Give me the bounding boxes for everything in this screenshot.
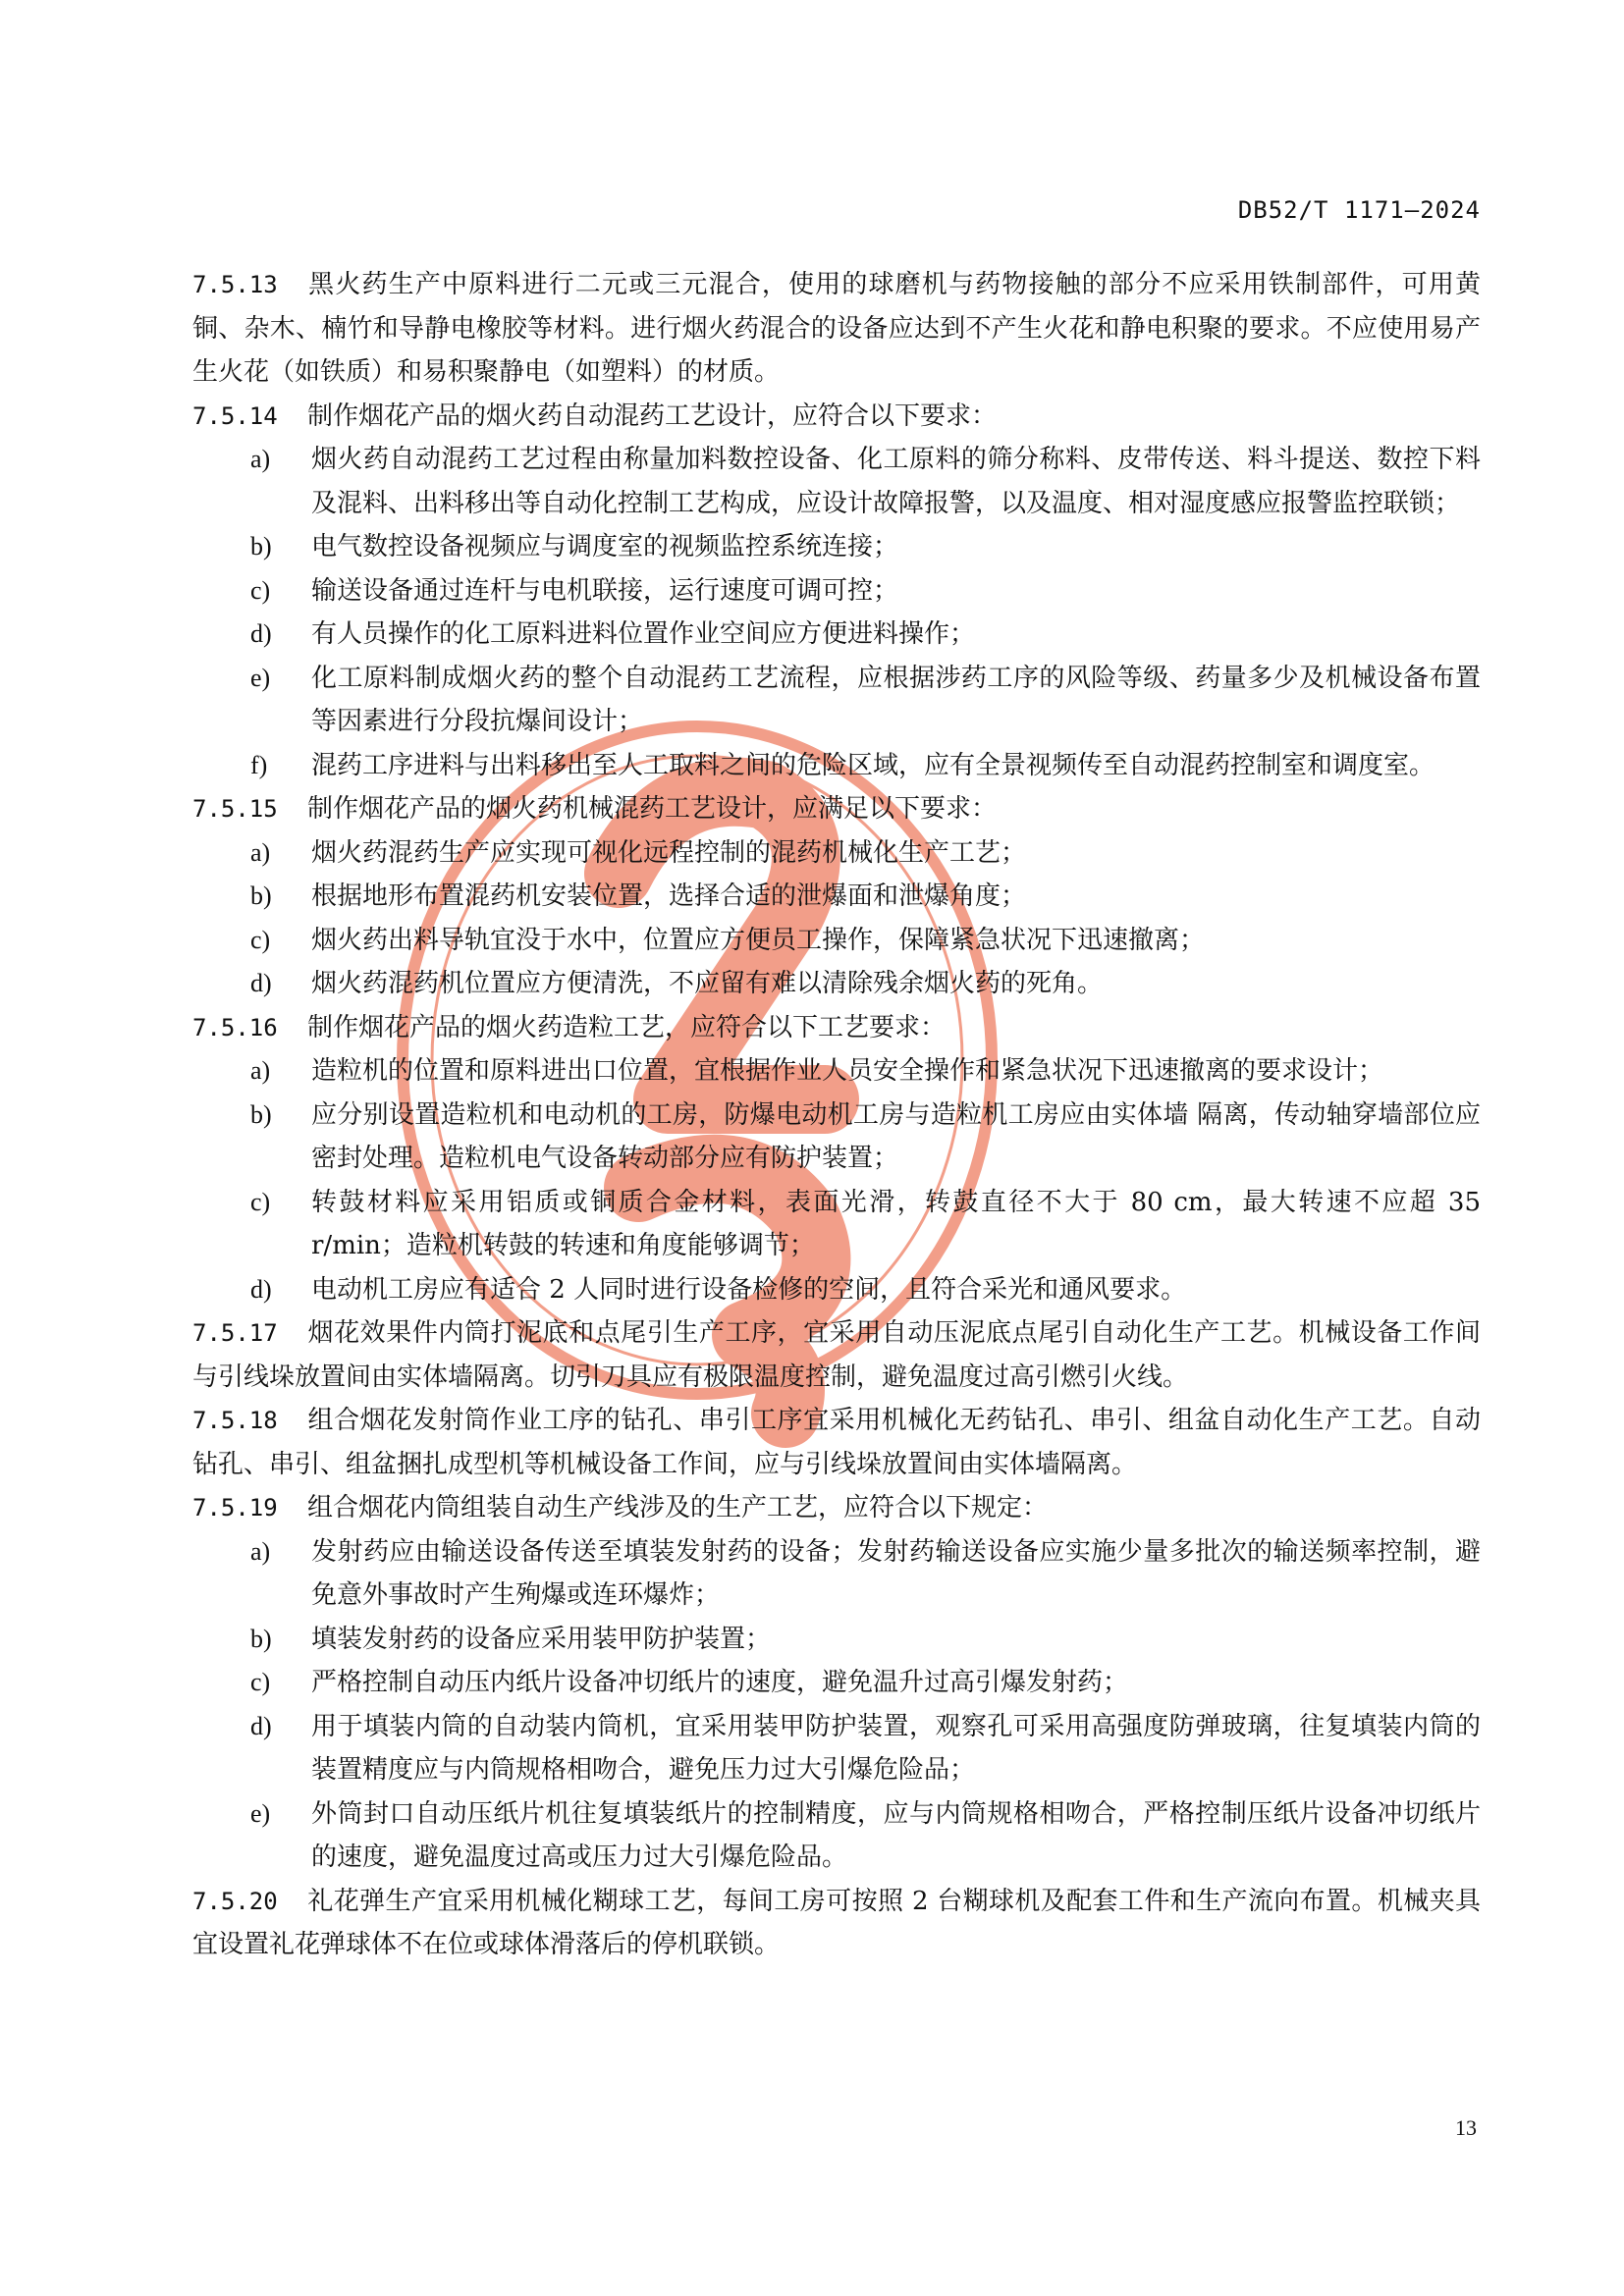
list-item: [192, 1094, 1481, 1181]
list-marker: a): [250, 1056, 271, 1085]
list-text: 烟火药混药生产应实现可视化远程控制的混药机械化生产工艺；: [311, 837, 1027, 868]
clause-7-5-20: [192, 1880, 1481, 1967]
clause-text: 制作烟花产品的烟火药自动混药工艺设计，应符合以下要求：: [307, 400, 998, 431]
clause-text: 制作烟花产品的烟火药机械混药工艺设计，应满足以下要求：: [307, 794, 998, 824]
document-body: [192, 263, 1481, 1967]
clause-number: 7.5.14: [192, 401, 278, 430]
clause-text: 黑火药生产中原料进行二元或三元混合，使用的球磨机与药物接触的部分不应采用铁制部件，可用黄铜、杂木、楠竹和导静电橡胶等材料。进行烟火药混合的设备应达到不产生火花和静电积聚的要求。不应使用易产生火花（如铁质）和易积聚静电（如塑料）的材质。: [192, 270, 1481, 387]
clause-text: 制作烟花产品的烟火药造粒工艺，应符合以下工艺要求：: [307, 1012, 947, 1042]
list-item: [192, 657, 1481, 744]
list-item: [192, 438, 1481, 525]
list-item: [192, 1530, 1481, 1618]
clause-number: 7.5.13: [192, 271, 278, 298]
list-text: 用于填装内筒的自动装内筒机，宜采用装甲防护装置，观察孔可采用高强度防弹玻璃，往复填装内筒的装置精度应与内筒规格相吻合，避免压力过大引爆危险品；: [311, 1711, 1481, 1785]
list-text: 烟火药出料导轨宜没于水中，位置应方便员工操作，保障紧急状况下迅速撤离；: [311, 925, 1206, 955]
clause-text: 组合烟花发射筒作业工序的钻孔、串引工序宜采用机械化无药钻孔、串引、组盆自动化生产工艺。自动钻孔、串引、组盆捆扎成型机等机械设备工作间，应与引线垛放置间由实体墙隔离。: [192, 1406, 1481, 1479]
list-marker: d): [250, 1711, 272, 1740]
list-text: 电气数控设备视频应与调度室的视频监控系统连接；: [311, 532, 899, 561]
clause-text: 烟花效果件内筒打泥底和点尾引生产工序，宜采用自动压泥底点尾引自动化生产工艺。机械设备工作间与引线垛放置间由实体墙隔离。切引刀具应有极限温度控制，避免温度过高引燃引火线。: [192, 1318, 1481, 1392]
clause-7-5-13: [192, 263, 1481, 395]
list-text: 填装发射药的设备应采用装甲防护装置；: [311, 1624, 772, 1654]
list-marker: c): [250, 925, 271, 954]
list-item: [192, 613, 1481, 657]
list-text: 烟火药混药机位置应方便清洗，不应留有难以清除残余烟火药的死角。: [311, 969, 1104, 998]
list-text: 输送设备通过连杆与电机联接，运行速度可调可控；: [311, 575, 899, 606]
clause-number: 7.5.17: [192, 1319, 278, 1347]
list-marker: b): [250, 1624, 272, 1653]
clause-7-5-16: [192, 1006, 1481, 1050]
list-marker: f): [250, 750, 268, 779]
list-item: [192, 1705, 1481, 1792]
list-text: 混药工序进料与出料移出至人工取料之间的危险区域，应有全景视频传至自动混药控制室和调度室。: [311, 750, 1435, 780]
list-item: [192, 1618, 1481, 1662]
list-text: 应分别设置造粒机和电动机的工房，防爆电动机工房与造粒机工房应由实体墙 隔离，传动轴穿墙部位应密封处理。造粒机电气设备转动部分应有防护装置；: [311, 1099, 1481, 1173]
clause-number: 7.5.15: [192, 795, 278, 823]
list-item: [192, 831, 1481, 876]
list-marker: a): [250, 1536, 271, 1566]
clause-text: 礼花弹生产宜采用机械化糊球工艺，每间工房可按照 2 台糊球机及配套工件和生产流向布置。机械夹具宜设置礼花弹球体不在位或球体滑落后的停机联锁。: [192, 1886, 1481, 1959]
list-text: 电动机工房应有适合 2 人同时进行设备检修的空间，且符合采光和通风要求。: [311, 1274, 1187, 1305]
list-item: [192, 1268, 1481, 1312]
list-marker: c): [250, 1668, 271, 1696]
list-text: 化工原料制成烟火药的整个自动混药工艺流程，应根据涉药工序的风险等级、药量多少及机械设备布置等因素进行分段抗爆间设计；: [311, 663, 1481, 736]
list-item: [192, 1181, 1481, 1268]
list-text: 烟火药自动混药工艺过程由称量加料数控设备、化工原料的筛分称料、皮带传送、料斗提送、数控下料及混料、出料移出等自动化控制工艺构成，应设计故障报警，以及温度、相对湿度感应报警监控联锁；: [311, 445, 1481, 518]
list-marker: b): [250, 881, 272, 910]
list-item: [192, 875, 1481, 919]
list-marker: e): [250, 1798, 271, 1828]
list-item: [192, 744, 1481, 788]
clause-number: 7.5.18: [192, 1407, 278, 1434]
list-text: 转鼓材料应采用铝质或铜质合金材料，表面光滑，转鼓直径不大于 80 cm，最大转速不应超 35 r/min；造粒机转鼓的转速和角度能够调节；: [311, 1187, 1481, 1260]
clause-7-5-18: [192, 1399, 1481, 1486]
list-marker: c): [250, 1187, 271, 1216]
list-marker: d): [250, 969, 272, 997]
list-marker: e): [250, 663, 271, 692]
clause-number: 7.5.20: [192, 1887, 278, 1915]
list-marker: a): [250, 445, 271, 473]
list-text: 严格控制自动压内纸片设备冲切纸片的速度，避免温升过高引爆发射药；: [311, 1668, 1129, 1697]
list-item: [192, 919, 1481, 963]
clause-7-5-17: [192, 1311, 1481, 1399]
clause-7-5-19: [192, 1486, 1481, 1530]
list-item: [192, 962, 1481, 1006]
list-item: [192, 569, 1481, 614]
list-text: 有人员操作的化工原料进料位置作业空间应方便进料操作；: [311, 619, 976, 649]
list-marker: d): [250, 619, 272, 648]
list-item: [192, 1049, 1481, 1094]
list-item: [192, 1661, 1481, 1705]
list-marker: d): [250, 1274, 272, 1304]
page-number: 13: [1455, 2115, 1477, 2140]
list-item: [192, 1792, 1481, 1880]
list-text: 根据地形布置混药机安装位置，选择合适的泄爆面和泄爆角度；: [311, 881, 1027, 911]
list-marker: a): [250, 837, 271, 867]
list-marker: b): [250, 532, 272, 561]
list-item: [192, 525, 1481, 569]
clause-7-5-14: [192, 395, 1481, 439]
list-marker: c): [250, 575, 271, 605]
list-text: 外筒封口自动压纸片机往复填装纸片的控制精度，应与内筒规格相吻合，严格控制压纸片设备冲切纸片的速度，避免温度过高或压力过大引爆危险品。: [311, 1798, 1481, 1872]
clause-7-5-15: [192, 787, 1481, 831]
clause-number: 7.5.19: [192, 1494, 278, 1522]
list-text: 发射药应由输送设备传送至填装发射药的设备；发射药输送设备应实施少量多批次的输送频率控制，避免意外事故时产生殉爆或连环爆炸；: [311, 1536, 1481, 1610]
list-text: 造粒机的位置和原料进出口位置，宜根据作业人员安全操作和紧急状况下迅速撤离的要求设计；: [311, 1056, 1384, 1086]
clause-number: 7.5.16: [192, 1013, 278, 1041]
list-marker: b): [250, 1099, 272, 1129]
clause-text: 组合烟花内筒组装自动生产线涉及的生产工艺，应符合以下规定：: [307, 1493, 1049, 1522]
document-id-header: DB52/T 1171—2024: [1237, 196, 1481, 224]
